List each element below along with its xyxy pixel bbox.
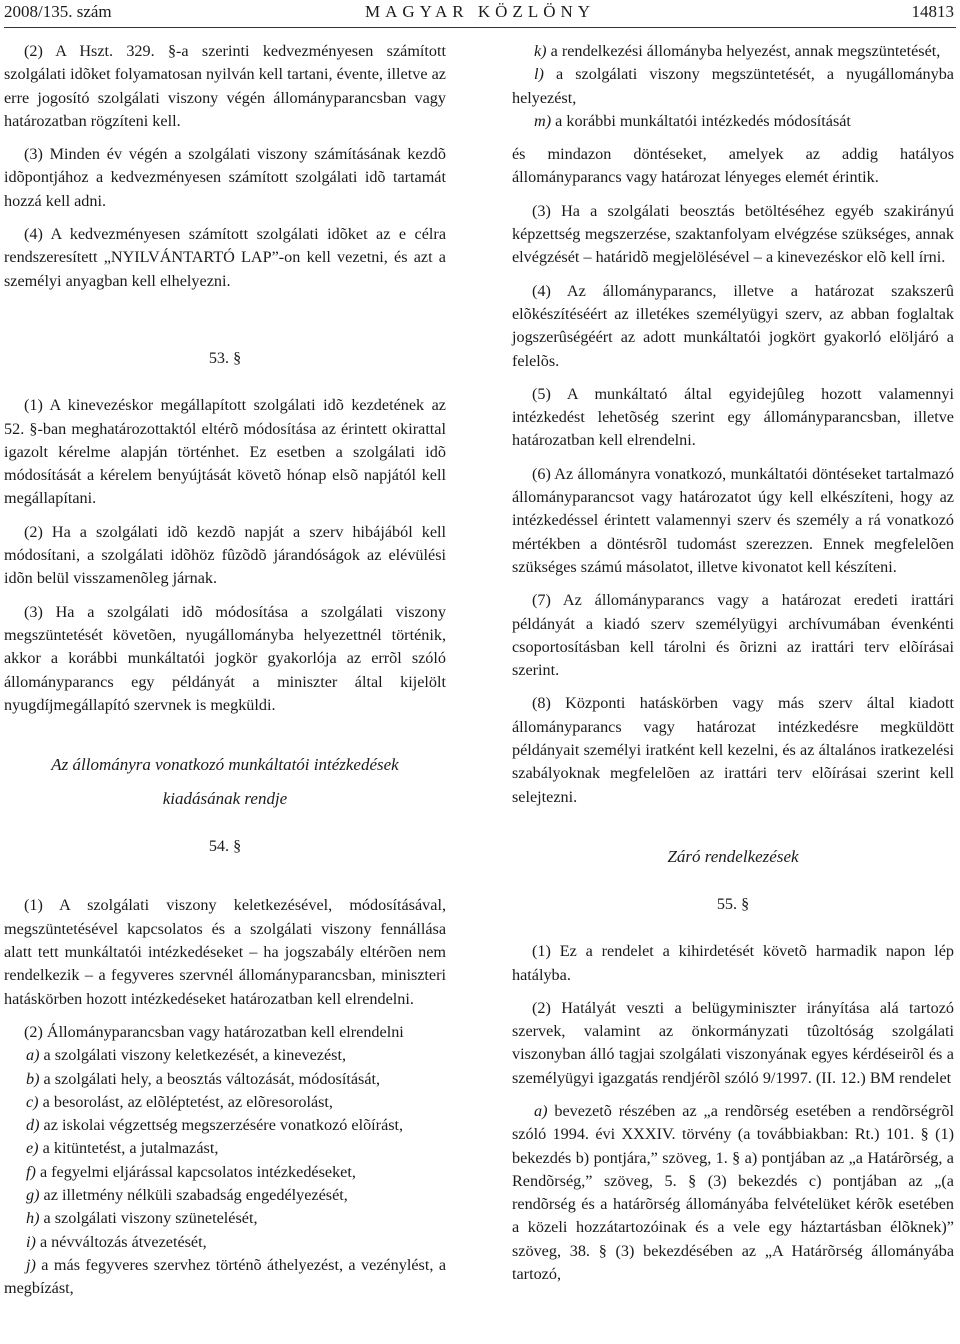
journal-title: MAGYAR KÖZLÖNY — [364, 2, 596, 21]
paragraph-52-2: (2) A Hszt. 329. §-a szerinti kedvezményesen számított szolgálati idõket folyamatosan nyilván kell tartani, évente, illetve az erre jogosító szolgálati viszony végén állományparancsban vagy határozatban rögzíteni kell. — [4, 42, 446, 130]
paragraph-52-4: (4) A kedvezményesen számított szolgálati idõket az e célra rendszeresített „NYILVÁNTARTÓ LAP”-on kell vezetni, és azt a személyi anyagban kell elhelyezni. — [4, 225, 446, 290]
list-item — [4, 1207, 446, 1230]
item-text: a névváltozás átvezetését, — [35, 1232, 207, 1251]
paragraph-54-6: (6) Az állományra vonatkozó, munkáltatói döntéseket tartalmazó állományparancsot vagy határozatot úgy kell elkészíteni, hogy az intézkedéssel érintett valamennyi szerv és személy a rá vonatkozó mértékben a döntésrõl tudomást szerezzen. Ennek megfelelõen szükséges számú másolatot, illetve kivonatot kell készíteni. — [512, 464, 954, 576]
list-item — [4, 1044, 446, 1067]
item-mark: b) — [26, 1069, 40, 1088]
item-mark: g) — [26, 1185, 40, 1204]
enumerated-list-left — [4, 1044, 446, 1300]
item-text: a szolgálati viszony megszüntetését, a nyugállományba helyezést, — [512, 65, 954, 107]
paragraph-54-2: (2) Állományparancsban vagy határozatban kell elrendelni — [24, 1022, 404, 1041]
item-mark: m) — [534, 111, 552, 130]
page-header — [0, 0, 960, 28]
page-number: 14813 — [911, 2, 954, 21]
paragraph-53-3: (3) Ha a szolgálati idõ módosítása a szolgálati viszony megszüntetését követõen, nyugállományba helyezettnél történik, akkor a korábbi munkáltatói jogkör gyakorlója az errõl szóló állományparancs egy példányát a miniszter által kijelölt nyugdíjmegállapító szervnek is megküldi. — [4, 602, 446, 714]
section-53-heading: 53. § — [208, 348, 242, 367]
paragraph-55-2-a — [512, 1100, 954, 1286]
item-mark: j) — [26, 1255, 36, 1274]
item-text: a korábbi munkáltatói intézkedés módosítását — [551, 111, 851, 130]
paragraph-54-7: (7) Az állományparancs vagy a határozat eredeti irattári példányát a kiadó szerv személyügyi archívumában évenkénti csoportosításban kell tárolni és õrizni az irattári terv elõírásai szerint. — [512, 591, 954, 680]
list-item — [4, 1068, 446, 1091]
list-item — [4, 1184, 446, 1207]
item-mark: h) — [26, 1209, 40, 1228]
header-rule — [4, 27, 956, 28]
paragraph-54-3: (3) Ha a szolgálati beosztás betöltéséhez egyéb szakirányú képzettség megszerzése, szaktanfolyam elvégzése szükséges, annak elvégzését – határidõ megjelölésével – a kinevezéskor elõ kell írni. — [512, 201, 954, 267]
paragraph-53-1: (1) A kinevezéskor megállapított szolgálati idõ kezdetének az 52. §-ban meghatározottaktól eltérõ módosítása az érintett okirattal igazolt kérelme alapján történhet. Ez esetben a szolgálati idõ módosítását a kérelem benyújtását követõ hónap elsõ napjától kell megállapítani. — [4, 396, 446, 508]
list-item — [512, 110, 954, 133]
section-54-heading: 54. § — [208, 837, 242, 856]
item-text: a fegyelmi eljárással kapcsolatos intézkedéseket, — [35, 1162, 356, 1181]
paragraph-54-5: (5) A munkáltató által egyidejûleg hozott valamennyi intézkedést lehetõség szerint egy állományparancsban, illetve határozatban kell elrendelni. — [512, 384, 954, 450]
enumerated-list-right — [512, 40, 954, 133]
paragraph-55-1: (1) Ez a rendelet a kihirdetését követõ harmadik napon lép hatályba. — [512, 942, 954, 984]
item-mark: d) — [26, 1116, 40, 1135]
final-provisions-title: Záró rendelkezések — [667, 846, 799, 866]
paragraph-55-2: (2) Hatályát veszti a belügyminiszter irányítása alá tartozó szervek, valamint az önkormányzati tûzoltóság szolgálati viszonyban álló tagjai szolgálati viszonyának egyes kérdéseirõl és a személyügyi igazgatás rendjérõl szóló 9/1997. (II. 12.) BM rendelet — [512, 998, 954, 1087]
item-text: az illetmény nélküli szabadság engedélyezését, — [39, 1185, 348, 1204]
left-column — [4, 40, 446, 1310]
paragraph-54-4: (4) Az állományparancs, illetve a határozat szakszerû elõkészítéséért az illetékes személyügyi szerv, az abban foglaltak jogszerûségéért az adott munkáltatói jogkört gyakorló elöljáró a felelõs. — [512, 281, 954, 370]
item-mark: e) — [26, 1139, 39, 1158]
paragraph-52-3: (3) Minden év végén a szolgálati viszony számításának kezdõ idõpontjához a kedvezményesen számított szolgálati idõ tartamát hozzá kell adni. — [4, 145, 446, 210]
item-mark: a) — [26, 1046, 40, 1065]
item-text: a más fegyveres szervhez történõ áthelyezést, a vezénylést, a megbízást, — [4, 1255, 446, 1298]
list-item — [4, 1091, 446, 1114]
item-mark: f) — [26, 1162, 36, 1181]
item-mark: i) — [26, 1232, 36, 1251]
item-text: a szolgálati viszony keletkezését, a kinevezést, — [39, 1046, 347, 1065]
paragraph-53-2: (2) Ha a szolgálati idõ kezdõ napját a szerv hibájából kell módosítani, a szolgálati idõhöz fûzõdõ járandóságok az elévülési idõn belül visszamenõleg járnak. — [4, 522, 446, 588]
item-text: a rendelkezési állományba helyezést, annak megszüntetését, — [546, 42, 941, 60]
list-item — [4, 1161, 446, 1184]
paragraph-54-2-tail: és mindazon döntéseket, amelyek az addig hatályos állományparancs vagy határozat lényeges elemét érintik. — [512, 145, 954, 187]
chapter-subtitle-line-1: Az állományra vonatkozó munkáltatói intézkedések — [51, 755, 399, 775]
item-mark: k) — [534, 42, 547, 60]
item-text: a szolgálati hely, a beosztás változását, módosítását, — [39, 1069, 381, 1088]
item-text: bevezetõ részében az „a rendõrség esetében a rendõrségrõl szóló 1994. évi XXXIV. törvény (a továbbiakban: Rt.) 101. § (1) bekezdés b) pontjára,” szöveg, 1. § a) pontjában az „a Határõrség, a Rendõrség,” szöveg, 5. § (3) bekezdés c) pontjában az „(a rendõrség és a határõrség állományába felvételüket kérõk esetében a közeli hozzátartozóinak és a vele egy háztartásban élõknek)” szöveg, 38. § (3) bekezdésében az „A Határõrség állományába tartozó, — [512, 1101, 954, 1284]
paragraph-54-8: (8) Központi hatáskörben vagy más szerv által kiadott állományparancs vagy határozat intézkedésre megküldött példányait személyi iratként kell kezelni, és az általános iratkezelési szabályoknak megfelelõen az irattári terv elõírásai szerint kell selejtezni. — [512, 694, 954, 806]
chapter-subtitle-line-2: kiadásának rendje — [162, 789, 288, 809]
list-item — [4, 1254, 446, 1301]
item-text: a szolgálati viszony szünetelését, — [39, 1209, 258, 1228]
item-text: a besorolást, az elõléptetést, az elõresorolást, — [38, 1092, 333, 1111]
item-mark: l) — [534, 65, 544, 84]
issue-number: 2008/135. szám — [4, 2, 112, 21]
section-55-heading: 55. § — [716, 894, 750, 913]
list-item — [512, 40, 954, 63]
list-item — [4, 1137, 446, 1160]
item-text: a kitüntetést, a jutalmazást, — [38, 1139, 219, 1158]
item-mark: a) — [534, 1101, 548, 1120]
paragraph-54-1: (1) A szolgálati viszony keletkezésével, módosításával, megszüntetésével kapcsolatos és a szolgálati viszony fennállása alatt tett munkáltatói intézkedéseket – ha jogszabály eltérõen nem rendelkezik – a fegyveres szervnél állományparancsban, miniszteri hatáskörben hozott intézkedéseket határozatban kell elrendelni. — [4, 896, 446, 1008]
item-text: az iskolai végzettség megszerzésére vonatkozó elõírást, — [39, 1116, 404, 1135]
list-item — [4, 1114, 446, 1137]
right-column — [512, 40, 954, 1286]
list-item — [4, 1231, 446, 1254]
item-mark: c) — [26, 1092, 39, 1111]
list-item — [512, 63, 954, 110]
